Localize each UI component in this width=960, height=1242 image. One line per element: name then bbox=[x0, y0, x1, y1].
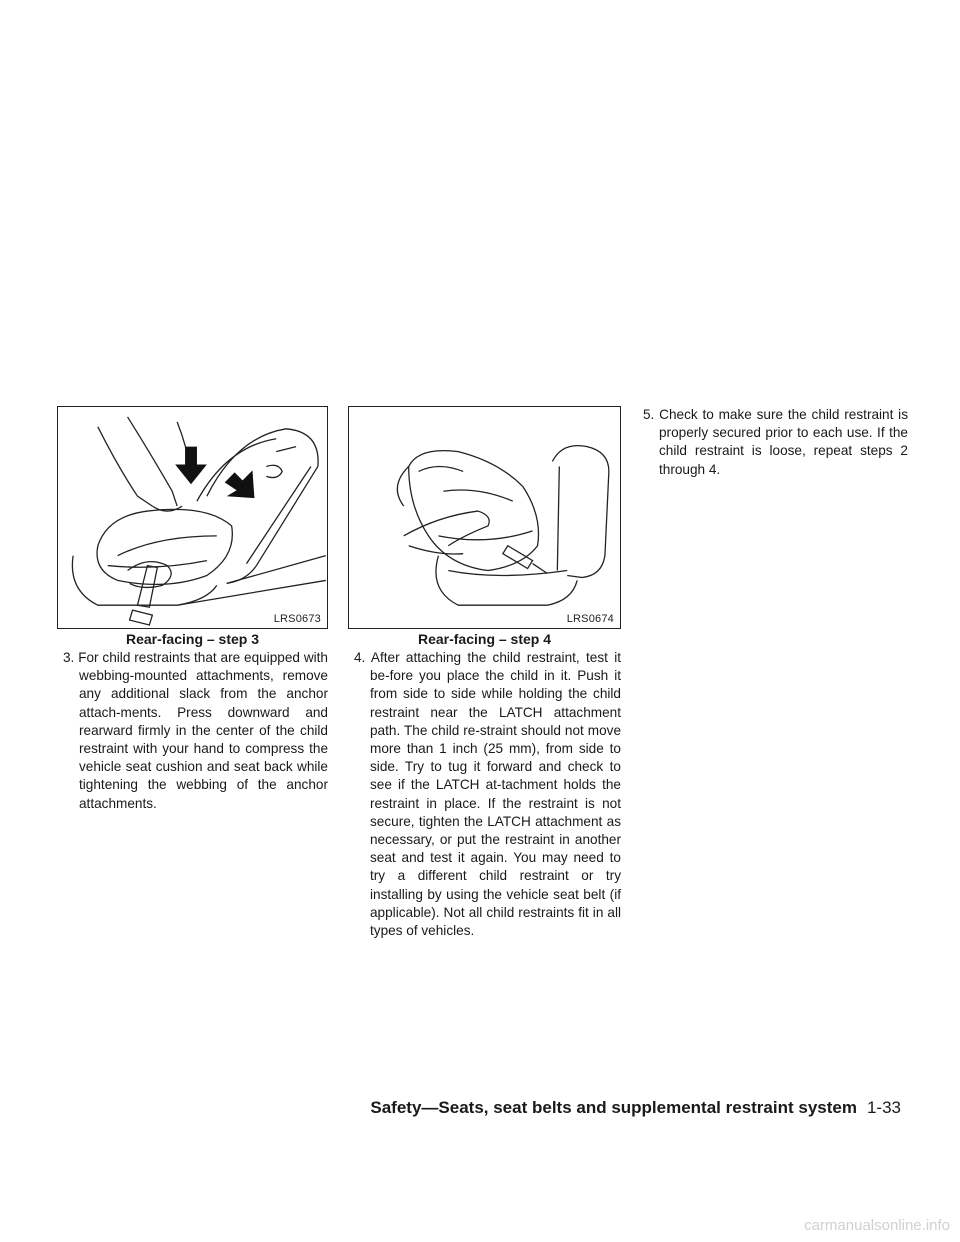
text-column-1 bbox=[57, 649, 328, 813]
page-footer bbox=[370, 1098, 901, 1118]
child-seat-illustration-step-4 bbox=[349, 407, 620, 628]
figure-rear-facing-step-4 bbox=[348, 406, 621, 629]
page-number: 1-33 bbox=[866, 1098, 901, 1117]
section-title: Safety—Seats, seat belts and supplemental restraint system bbox=[370, 1098, 857, 1117]
text-column-3 bbox=[637, 406, 908, 479]
child-seat-illustration-step-3 bbox=[58, 407, 327, 628]
figure-caption: Rear-facing – step 4 bbox=[417, 631, 552, 647]
figure-caption: Rear-facing – step 3 bbox=[125, 631, 260, 647]
step-3-text: 3. For child restraints that are equipped with webbing-mounted attachments, remove any additional slack from the anchor attach-ments. Press downward and rearward firmly in the center of the child restraint with your hand to compress the vehicle seat cushion and seat back while tightening the webbing of the anchor attachments. bbox=[63, 650, 328, 811]
text-column-2 bbox=[348, 649, 621, 940]
step-5-text: 5. Check to make sure the child restraint is properly secured prior to each use. If the child restraint is loose, repeat steps 2 through 4. bbox=[643, 407, 908, 477]
figure-rear-facing-step-3 bbox=[57, 406, 328, 629]
step-4-text: 4. After attaching the child restraint, test it be-fore you place the child in it. Push it from side to side while holding the child restraint near the LATCH attachment path. The child re-straint should not move more than 1 inch (25 mm), from side to side. Try to tug it forward and check to see if the LATCH at-tachment holds the restraint in place. If the restraint is not secure, tighten the LATCH attachment as necessary, or put the restraint in another seat and test it again. You may need to try a different child restraint or try installing by using the vehicle seat belt (if applicable). Not all child restraints fit in all types of vehicles. bbox=[354, 650, 621, 939]
figure-code: LRS0674 bbox=[566, 613, 614, 625]
watermark-text: carmanualsonline.info bbox=[804, 1217, 950, 1234]
figure-code: LRS0673 bbox=[273, 613, 321, 625]
